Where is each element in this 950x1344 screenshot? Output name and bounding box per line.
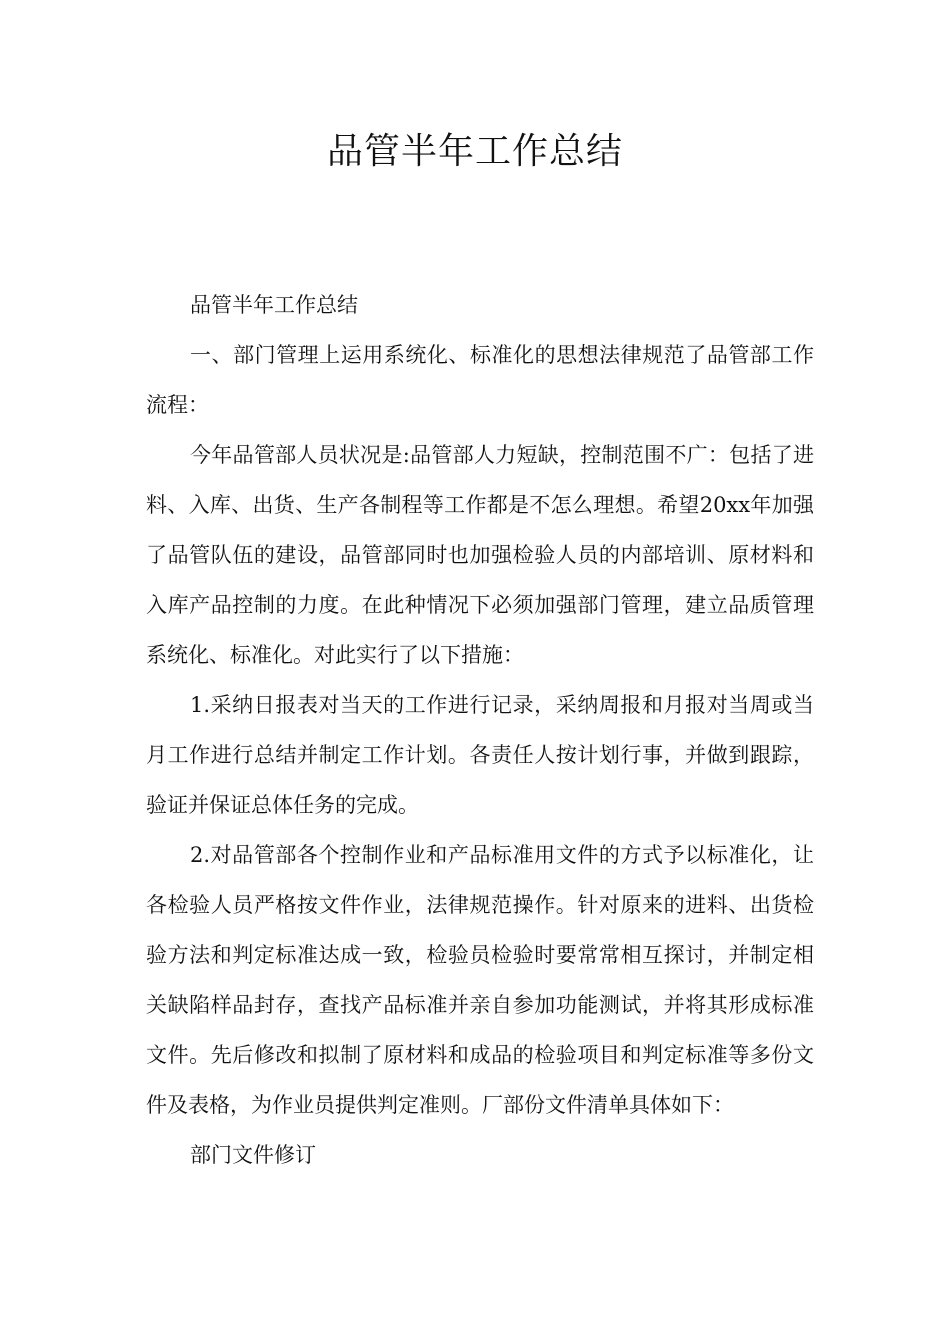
paragraph-measure-1: 1.采纳日报表对当天的工作进行记录，采纳周报和月报对当周或当月工作进行总结并制定工作计划。各责任人按计划行事，并做到跟踪，验证并保证总体任务的完成。	[146, 693, 814, 817]
paragraph-revision-heading: 部门文件修订	[190, 1143, 316, 1167]
paragraph-section-one: 一、部门管理上运用系统化、标准化的思想法律规范了品管部工作流程：	[146, 343, 814, 417]
document-title: 品管半年工作总结	[326, 131, 623, 172]
paragraph-heading: 品管半年工作总结	[190, 293, 358, 317]
paragraph-measure-2: 2.对品管部各个控制作业和产品标准用文件的方式予以标准化，让各检验人员严格按文件作业，法律规范操作。针对原来的进料、出货检验方法和判定标准达成一致，检验员检验时要常常相互探讨，并制定相关缺陷样品封存，查找产品标准并亲自参加功能测试，并将其形成标准文件。先后修改和拟制了原材料和成品的检验项目和判定标准等多份文件及表格，为作业员提供判定准则。厂部份文件清单具体如下：	[146, 843, 814, 1117]
document-body	[146, 280, 814, 1180]
paragraph-staff-status: 今年品管部人员状况是:品管部人力短缺，控制范围不广：包括了进料、入库、出货、生产各制程等工作都是不怎么理想。希望20xx年加强了品管队伍的建设，品管部同时也加强检验人员的内部培训、原材料和入库产品控制的力度。在此种情况下必须加强部门管理，建立品质管理系统化、标准化。对此实行了以下措施：	[146, 443, 814, 667]
